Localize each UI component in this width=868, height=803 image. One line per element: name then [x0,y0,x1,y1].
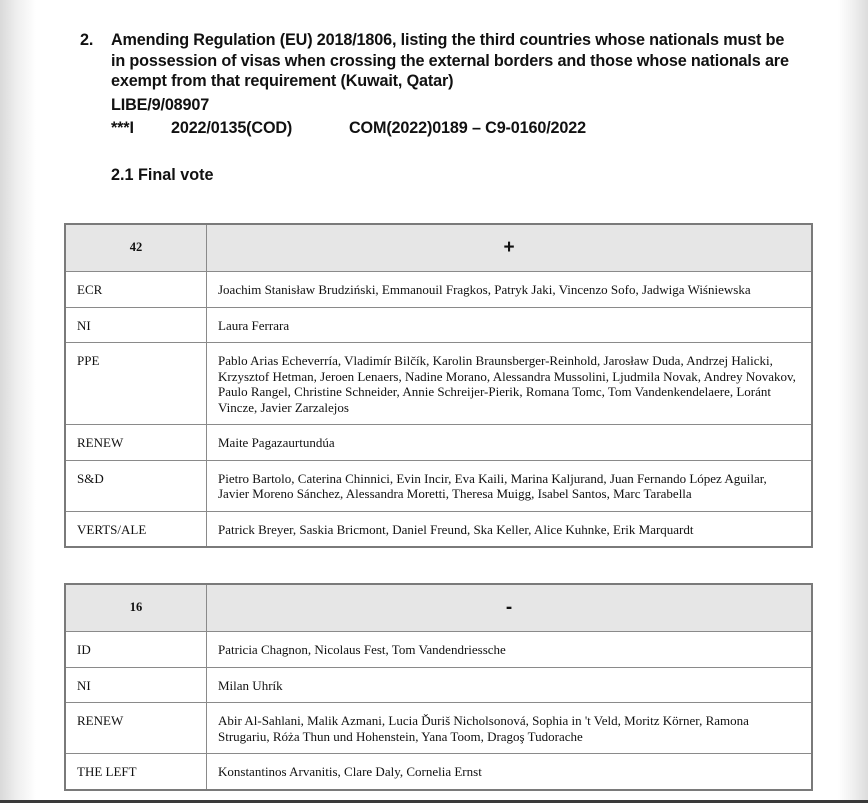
table-row [65,632,812,668]
table-row [65,425,812,461]
political-group: NI [65,307,207,343]
vote-sign-plus: + [207,224,813,272]
table-row [65,460,812,511]
page-shadow-left [0,0,36,803]
vote-count: 16 [65,584,207,632]
political-group: ECR [65,272,207,308]
agenda-item-heading [80,30,800,139]
table-row [65,343,812,425]
vote-table-for [64,223,813,548]
vote-count: 42 [65,224,207,272]
member-list: Patrick Breyer, Saskia Bricmont, Daniel Freund, Ska Keller, Alice Kuhnke, Erik Marquardt [207,511,813,547]
member-list: Joachim Stanisław Brudziński, Emmanouil Fragkos, Patryk Jaki, Vincenzo Sofo, Jadwiga Wiśniewska [207,272,813,308]
table-row [65,272,812,308]
member-list: Pablo Arias Echeverría, Vladimír Bilčík, Karolin Braunsberger-Reinhold, Jarosław Duda, Andrzej Halicki, Krzysztof Hetman, Jeroen Lenaers, Nadine Morano, Alessandra Mussolini, Ljudmila Novak, Andrey Novakov, Paulo Rangel, Christine Schneider, Annie Schreijer-Pierik, Romana Tomc, Tom Vandenkendelaere, Loránt Vincze, Javier Zarzalejos [207,343,813,425]
political-group: RENEW [65,425,207,461]
political-group: NI [65,667,207,703]
item-number: 2. [80,31,94,49]
political-group: THE LEFT [65,754,207,790]
member-list: Maite Pagazaurtundúa [207,425,813,461]
table-row [65,667,812,703]
vote-table-header [65,224,812,272]
political-group: RENEW [65,703,207,754]
procedure-code: 2022/0135(COD) [171,119,293,137]
political-group: VERTS/ALE [65,511,207,547]
member-list: Abir Al-Sahlani, Malik Azmani, Lucia Ďuriš Nicholsonová, Sophia in 't Veld, Moritz Körner, Ramona Strugariu, Róża Thun und Hohenstein, Yana Toom, Dragoş Tudorache [207,703,813,754]
item-reference: LIBE/9/08907 [111,95,210,114]
table-row [65,307,812,343]
member-list: Milan Uhrík [207,667,813,703]
member-list: Patricia Chagnon, Nicolaus Fest, Tom Vandendriessche [207,632,813,668]
political-group: ID [65,632,207,668]
procedure-documents: COM(2022)0189 – C9-0160/2022 [349,119,586,137]
procedure-line [111,118,800,139]
section-heading-final-vote: 2.1 Final vote [111,166,214,184]
member-list: Pietro Bartolo, Caterina Chinnici, Evin Incir, Eva Kaili, Marina Kaljurand, Juan Fernando López Aguilar, Javier Moreno Sánchez, Alessandra Moretti, Theresa Muigg, Isabel Santos, Marc Tarabella [207,460,813,511]
member-list: Konstantinos Arvanitis, Clare Daly, Cornelia Ernst [207,754,813,790]
vote-sign-minus: - [207,584,813,632]
table-row [65,754,812,790]
vote-table-against [64,583,813,791]
political-group: PPE [65,343,207,425]
member-list: Laura Ferrara [207,307,813,343]
table-row [65,703,812,754]
table-row [65,511,812,547]
item-title: Amending Regulation (EU) 2018/1806, listing the third countries whose nationals must be in possession of visas when crossing the external borders and those whose nationals are exempt from that requirement (Kuwait, Qatar) [111,31,789,90]
vote-table-header [65,584,812,632]
political-group: S&D [65,460,207,511]
procedure-type: ***I [111,119,134,137]
page-shadow-right [838,0,868,803]
